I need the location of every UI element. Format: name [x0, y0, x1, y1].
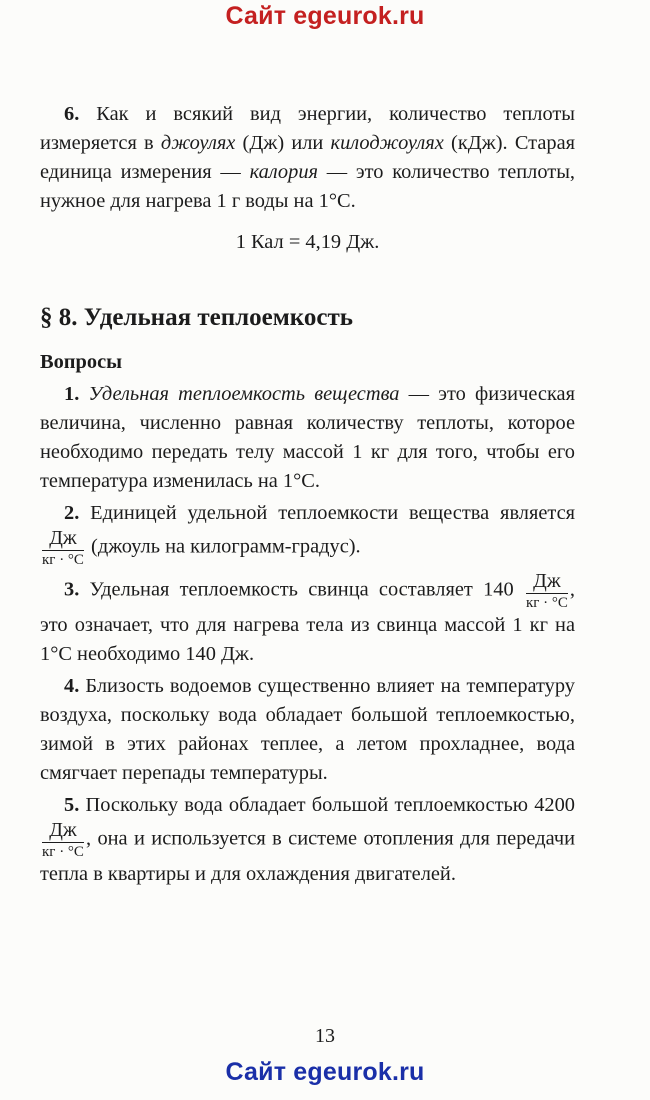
site-banner-bottom: Сайт egeurok.ru — [225, 1058, 425, 1086]
section-title: § 8. Удельная теплоемкость — [40, 304, 353, 331]
answer-text: (Дж) или — [235, 132, 331, 154]
unit-fraction — [42, 528, 84, 568]
answer-text: , она и используется в системе отопления для передачи тепла в квартиры и для охлаждения двигателей. — [40, 827, 575, 885]
term-calorie: калория — [249, 161, 318, 183]
term-kilojoules: килоджоулях — [330, 132, 444, 154]
answer-text: Как и всякий вид энергии, количество теплоты измеряется в — [40, 103, 575, 154]
unit-numerator: Дж — [42, 528, 84, 551]
answer-6 — [40, 100, 575, 216]
unit-denominator: кг · °С — [525, 595, 568, 611]
answer-text: Поскольку вода обладает большой теплоемкостью 4200 — [79, 794, 575, 816]
answer-number: 6. — [64, 103, 80, 125]
term-specific-heat: Удельная теплоемкость вещества — [88, 383, 400, 405]
unit-numerator: Дж — [526, 571, 568, 594]
answer-number: 3. — [64, 578, 80, 601]
unit-fraction — [42, 820, 84, 860]
answer-number: 5. — [64, 794, 80, 816]
answer-text: — это количество теплоты, нужное для нагрева 1 г воды на 1°С. — [40, 161, 575, 212]
page-content — [40, 100, 575, 889]
answer-text: (кДж). Старая единица измерения — — [40, 132, 575, 183]
answer-text: Удельная теплоемкость свинца составляет 140 — [79, 578, 524, 601]
answer-1 — [40, 380, 575, 496]
calorie-formula: 1 Кал = 4,19 Дж. — [235, 231, 380, 253]
answer-text: Единицей удельной теплоемкости вещества является — [79, 502, 575, 524]
term-joules: джоулях — [160, 132, 236, 154]
answer-number: 2. — [64, 502, 80, 524]
answer-5 — [40, 791, 575, 889]
page-number: 13 — [315, 1025, 335, 1047]
answer-text: , это означает, что для нагрева тела из свинца массой 1 кг на 1°С необходимо 140 Дж. — [40, 578, 575, 665]
answer-text: — это физическая величина, численно равная количеству теплоты, которое необходимо передать телу массой 1 кг для того, чтобы его температура изменилась на 1°С. — [40, 383, 575, 492]
unit-fraction — [526, 571, 568, 611]
answer-2 — [40, 499, 575, 568]
unit-denominator: кг · °С — [42, 552, 84, 568]
answer-4 — [40, 672, 575, 788]
answer-text: Близость водоемов существенно влияет на температуру воздуха, поскольку вода обладает большой теплоемкостью, зимой в этих районах теплее, а летом прохладнее, вода смягчает перепады температуры. — [40, 675, 575, 784]
site-banner-top: Сайт egeurok.ru — [225, 2, 425, 30]
unit-numerator: Дж — [42, 820, 84, 843]
answer-number: 1. — [64, 383, 80, 405]
answer-3 — [40, 571, 575, 669]
questions-heading: Вопросы — [40, 351, 123, 373]
answer-text: (джоуль на килограмм-градус). — [85, 535, 361, 558]
unit-denominator: кг · °С — [42, 844, 84, 860]
answer-number: 4. — [64, 675, 80, 697]
